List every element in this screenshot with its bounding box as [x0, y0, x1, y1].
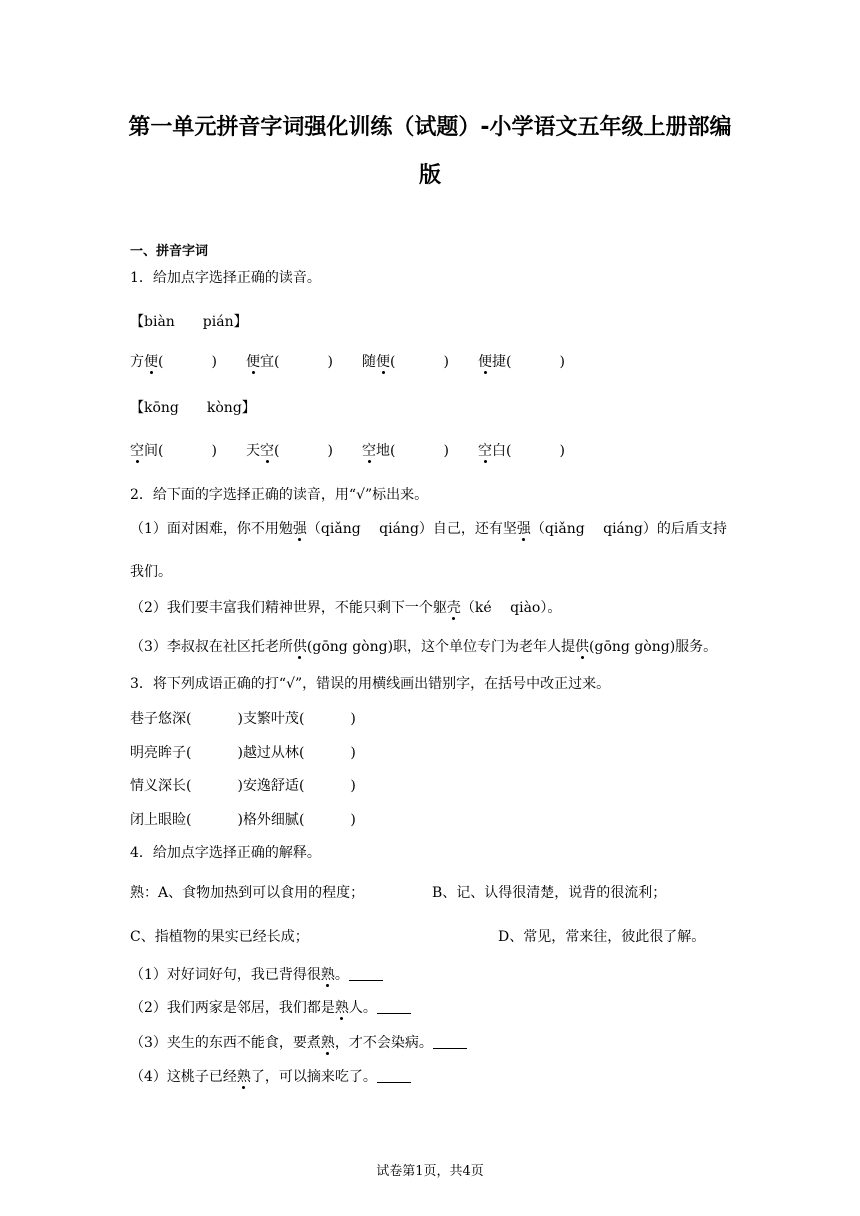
q2-sentence-2: （2）我们要丰富我们精神世界，不能只剩下一个躯壳（ké qiào）。: [130, 600, 562, 616]
q3-row: 情义深长( )安逸舒适( ): [130, 778, 356, 794]
q4-item: （4）这桃子已经熟了，可以摘来吃了。: [130, 1067, 411, 1087]
word-item: 随便( ): [362, 354, 449, 370]
q4-item: （1）对好词好句，我已背得很熟。: [130, 965, 383, 985]
word-item: 空白( ): [478, 443, 565, 459]
q4-option-b: B、记、认得很清楚，说背的很流利；: [432, 885, 667, 901]
title-line-2: 版: [418, 163, 441, 188]
title-line-1: 第一单元拼音字词强化训练（试题）-小学语文五年级上册部编: [128, 115, 732, 140]
q2-stem: 2．给下面的字选择正确的读音，用“√”标出来。: [130, 487, 429, 503]
word-item: 便宜( ): [246, 354, 333, 370]
word-item: 空地( ): [362, 443, 449, 459]
q2-sentence-1: （1）面对困难，你不用勉强（qiǎng qiáng）自己，还有坚强（qiǎng qiáng）的后盾支持: [130, 521, 727, 537]
q4-stem: 4．给加点字选择正确的解释。: [130, 845, 321, 861]
answer-blank[interactable]: [377, 1068, 411, 1083]
page-footer: 试卷第1页，共4页: [376, 1164, 484, 1179]
answer-blank[interactable]: [433, 1034, 467, 1049]
q2-sentence-3: （3）李叔叔在社区托老所供(gōng gòng)职，这个单位专门为老年人提供(gōng gòng)服务。: [130, 639, 718, 655]
document-title: [120, 104, 740, 200]
word-item: 空间( ): [130, 443, 217, 459]
q4-option-c: C、指植物的果实已经长成；: [130, 929, 309, 945]
q4-option-a: 熟：A、食物加热到可以食用的程度；: [130, 885, 365, 901]
q1-group2-label: 【kōng kòng】: [130, 400, 256, 416]
q3-row: 明亮眸子( )越过从林( ): [130, 745, 356, 761]
word-item: 便捷( ): [478, 354, 565, 370]
q4-item: （2）我们两家是邻居，我们都是熟人。: [130, 998, 411, 1018]
q4-option-d: D、常见，常来往，彼此很了解。: [498, 929, 706, 945]
q1-group2-words: [130, 441, 594, 461]
word-item: 方便( ): [130, 354, 217, 370]
q1-group1-words: [130, 352, 594, 372]
q1-stem: 1．给加点字选择正确的读音。: [130, 270, 321, 286]
q1-group1-label: 【biàn pián】: [130, 314, 248, 330]
answer-blank[interactable]: [349, 966, 383, 981]
q4-item: （3）夹生的东西不能食，要煮熟，才不会染病。: [130, 1033, 467, 1053]
q3-row: 闭上眼睑( )格外细腻( ): [130, 812, 356, 828]
q2-sentence-1-cont: 我们。: [130, 564, 172, 580]
answer-blank[interactable]: [377, 999, 411, 1014]
q3-stem: 3．将下列成语正确的打“√”，错误的用横线画出错别字，在括号中改正过来。: [130, 676, 611, 692]
q3-row: 巷子悠深( )支繁叶茂( ): [130, 711, 356, 727]
section-heading: 一、拼音字词: [130, 244, 209, 259]
word-item: 天空( ): [246, 443, 333, 459]
